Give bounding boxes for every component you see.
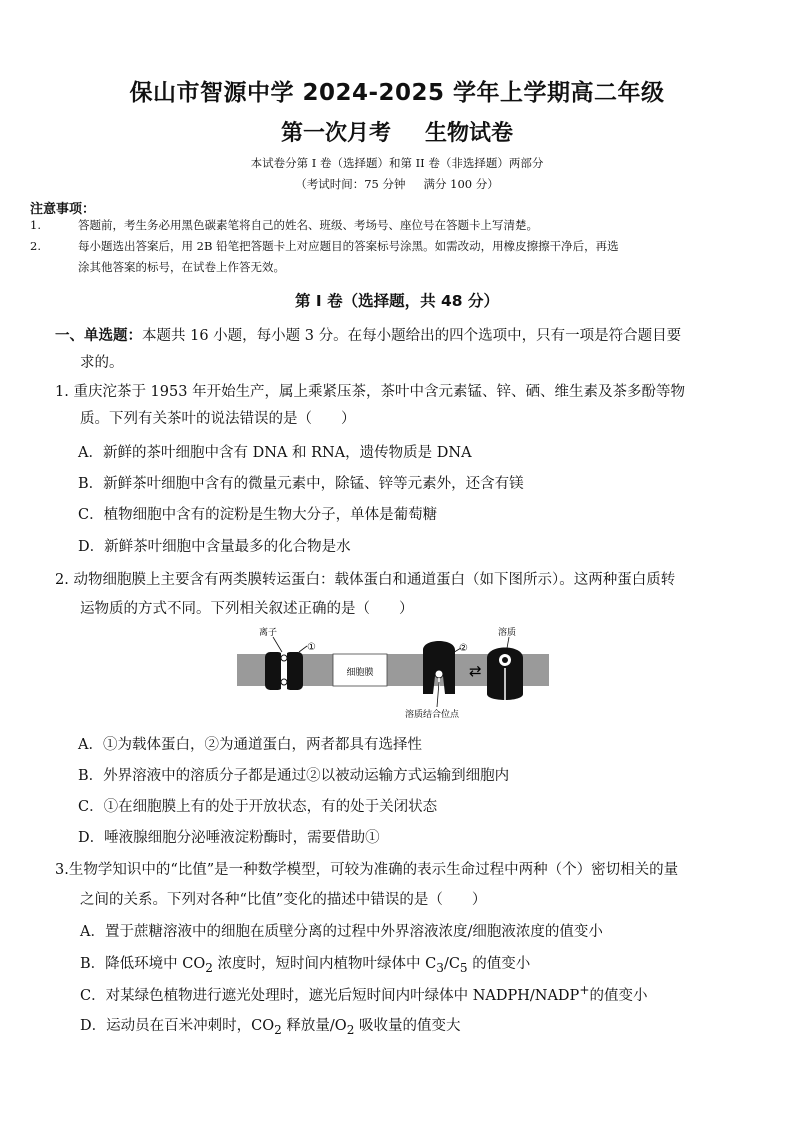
question-1-option-b: B．新鲜茶叶细胞中含有的微量元素中，除锰、锌等元素外，还含有镁 — [78, 476, 524, 492]
question-1-option-d: D．新鲜茶叶细胞中含量最多的化合物是水 — [78, 539, 351, 555]
binding-site-label: 溶质结合位点 — [405, 710, 460, 720]
question-2-option-b: B．外界溶液中的溶质分子都是通过②以被动运输方式运输到细胞内 — [78, 768, 510, 784]
protein-1-marker: ① — [307, 642, 316, 653]
full-score: 满分 100 分） — [423, 177, 499, 191]
membrane-band-right — [387, 654, 549, 686]
solute-label: 溶质 — [498, 628, 517, 638]
notice-item-2: 2. 每小题选出答案后，用 2B 铅笔把答题卡上对应题目的答案标号涂黑。如需改动，用橡皮擦擦干净后，再选 涂其他答案的标号，在试卷上作答无效。 — [30, 239, 619, 274]
time-limit: （考试时间：75 分钟 — [295, 177, 406, 191]
ion-particle-top — [281, 655, 287, 661]
protein-2-marker: ② — [459, 643, 468, 654]
question-2-option-a: A．①为载体蛋白，②为通道蛋白，两者都具有选择性 — [78, 737, 422, 753]
question-1-option-c: C．植物细胞中含有的淀粉是生物大分子，单体是葡萄糖 — [78, 507, 438, 523]
exam-scope-note: 本试卷分第 I 卷（选择题）和第 II 卷（非选择题）两部分 — [250, 156, 544, 170]
channel-protein-left-half — [265, 652, 283, 690]
question-3-option-a: A．置于蔗糖溶液中的细胞在质壁分离的过程中外界溶液浓度/细胞液浓度的值变小 — [80, 924, 603, 940]
question-1-option-a: A．新鲜的茶叶细胞中含有 DNA 和 RNA，遗传物质是 DNA — [78, 445, 472, 461]
carrier-solute-particle — [435, 670, 443, 678]
question-3-stem: 3.生物学知识中的“比值”是一种数学模型，可较为准确的表示生命过程中两种（个）密切相关的量 — [55, 862, 679, 878]
ion-label-pointer — [273, 637, 282, 652]
question-1-stem-cont: 质。下列有关茶叶的说法错误的是（ ） — [80, 411, 356, 427]
exam-title — [0, 116, 794, 147]
question-3-option-d: D．运动员在百米冲刺时，$CO_2$ 释放量$/O_2$ 吸收量的值变大 — [80, 1018, 461, 1037]
question-3-option-b: B．降低环境中 $CO_2$ 浓度时，短时间内植物叶绿体中 $C_3/C_5$ 的值变小 — [80, 956, 531, 975]
membrane-label: 细胞膜 — [346, 668, 374, 678]
exam-name: 第一次月考 — [280, 121, 391, 146]
bound-solute — [502, 657, 508, 663]
section-title: 第 I 卷（选择题，共 48 分） — [295, 292, 499, 310]
exam-subject: 生物试卷 — [425, 121, 514, 146]
notice-heading: 注意事项： — [30, 202, 96, 217]
protein-1-pointer — [299, 646, 307, 652]
question-2-stem-cont: 运物质的方式不同。下列相关叙述正确的是（ ） — [80, 601, 414, 617]
channel-protein-right-half — [285, 652, 303, 690]
exam-school-title: 保山市智源中学 2024-2025 学年上学期高二年级 — [129, 80, 665, 106]
question-2-stem: 2. 动物细胞膜上主要含有两类膜转运蛋白：载体蛋白和通道蛋白（如下图所示）。这两种蛋白质转 — [55, 572, 676, 588]
notice-item-1: 1. 答题前，考生务必用黑色碳素笔将自己的姓名、班级、考场号、座位号在答题卡上写清楚。 — [30, 218, 538, 232]
question-1-stem: 1. 重庆沱茶于 1953 年开始生产，属上乘紧压茶，茶叶中含元素锰、锌、硒、维生素及茶多酚等物 — [55, 384, 686, 400]
question-2-option-d: D．唾液腺细胞分泌唾液淀粉酶时，需要借助① — [78, 830, 380, 846]
conformation-change-arrows: ⇄ — [469, 662, 482, 680]
ion-label: 离子 — [259, 628, 278, 638]
part-one-instructions-cont: 求的。 — [80, 355, 124, 371]
ion-particle-bottom — [281, 679, 287, 685]
question-2-option-c: C．①在细胞膜上有的处于开放状态，有的处于关闭状态 — [78, 799, 438, 815]
question-3-option-c: C．对某绿色植物进行遮光处理时，遮光后短时间内叶绿体中 NADPH/NADP+的值变小 — [80, 983, 648, 1004]
part-one-instructions: 一、单选题：本题共 16 小题，每小题 3 分。在每小题给出的四个选项中，只有一项是符合题目要 — [55, 328, 682, 344]
question-3-stem-cont: 之间的关系。下列对各种“比值”变化的描述中错误的是（ ） — [80, 892, 487, 908]
membrane-protein-figure — [237, 624, 549, 720]
exam-time-note — [0, 176, 794, 192]
